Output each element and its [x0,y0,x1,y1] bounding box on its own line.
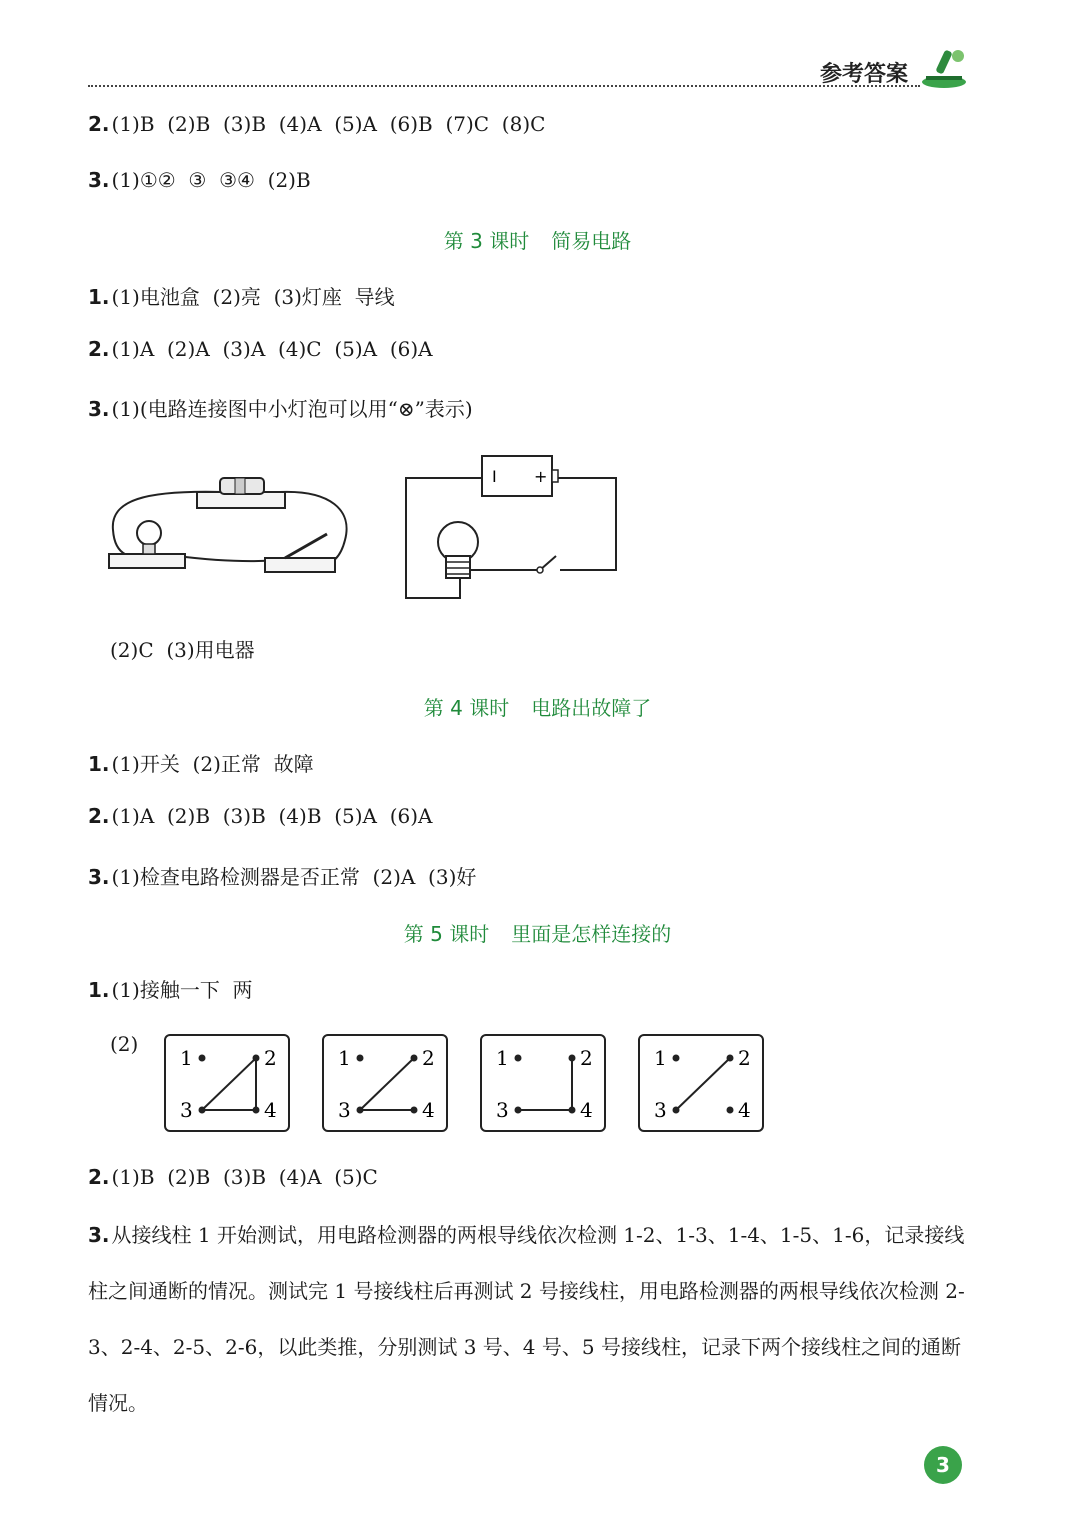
physical-circuit-diagram [105,470,355,580]
battery-plus-label: + [534,467,548,486]
svg-text:2: 2 [264,1046,277,1070]
svg-text:3: 3 [654,1098,667,1122]
microscope-logo-icon [920,42,970,92]
lesson-heading: 第 3 课时 简易电路 [443,229,632,253]
svg-text:4: 4 [422,1098,435,1122]
terminal-box [480,1034,606,1132]
svg-text:4: 4 [264,1098,277,1122]
lesson-heading: 第 4 课时 电路出故障了 [423,696,652,720]
page-number: 3 [924,1446,962,1484]
answer-line: 3. (1)(电路连接图中小灯泡可以用“⊗”表示) [88,397,473,421]
svg-text:1: 1 [180,1046,193,1070]
answer-line: 1. (1)电池盒 (2)亮 (3)灯座 导线 [88,285,395,309]
svg-text:3: 3 [180,1098,193,1122]
terminal-box [164,1034,290,1132]
header-divider [88,85,920,87]
answer-line: 1. (1)开关 (2)正常 故障 [88,752,314,776]
svg-text:1: 1 [496,1046,509,1070]
battery-minus-label: I [492,467,497,486]
answer-line: 1. (1)接触一下 两 [88,978,253,1002]
answer-line: (2)C (3)用电器 [110,638,255,662]
answer-line: 2. (1)B (2)B (3)B (4)A (5)C [88,1165,378,1189]
terminal-box [322,1034,448,1132]
answer-line: 3. (1)①② ③ ③④ (2)B [88,168,311,192]
svg-text:4: 4 [738,1098,751,1122]
answer-line: (2) [110,1032,139,1056]
svg-text:1: 1 [654,1046,667,1070]
answer-line: 2. (1)A (2)B (3)B (4)B (5)A (6)A [88,804,433,828]
lesson-heading: 第 5 课时 里面是怎样连接的 [403,922,672,946]
terminal-box [638,1034,764,1132]
svg-text:2: 2 [422,1046,435,1070]
svg-text:3: 3 [496,1098,509,1122]
answer-line: 3. (1)检查电路检测器是否正常 (2)A (3)好 [88,865,477,889]
svg-text:1: 1 [338,1046,351,1070]
svg-text:4: 4 [580,1098,593,1122]
answer-line: 2. (1)A (2)A (3)A (4)C (5)A (6)A [88,337,433,361]
answer-paragraph: 3. 从接线柱 1 开始测试，用电路检测器的两根导线依次检测 1-2、1-3、1-4、1-5、1-6，记录接线柱之间通断的情况。测试完 1 号接线柱后再测试 2 号接线柱，用电路检测器的两根导线依次检测 2-3、2-4、2-5、2-6，以此类推，分别测试 3 号、4 号、5 号接线柱，记录下两个接线柱之间的通断情况。 [88,1223,965,1415]
header-title: 参考答案 [820,62,909,87]
svg-text:2: 2 [738,1046,751,1070]
svg-text:3: 3 [338,1098,351,1122]
svg-text:2: 2 [580,1046,593,1070]
schematic-circuit-diagram [400,448,625,608]
answer-line: 2. (1)B (2)B (3)B (4)A (5)A (6)B (7)C (8)C [88,112,546,136]
